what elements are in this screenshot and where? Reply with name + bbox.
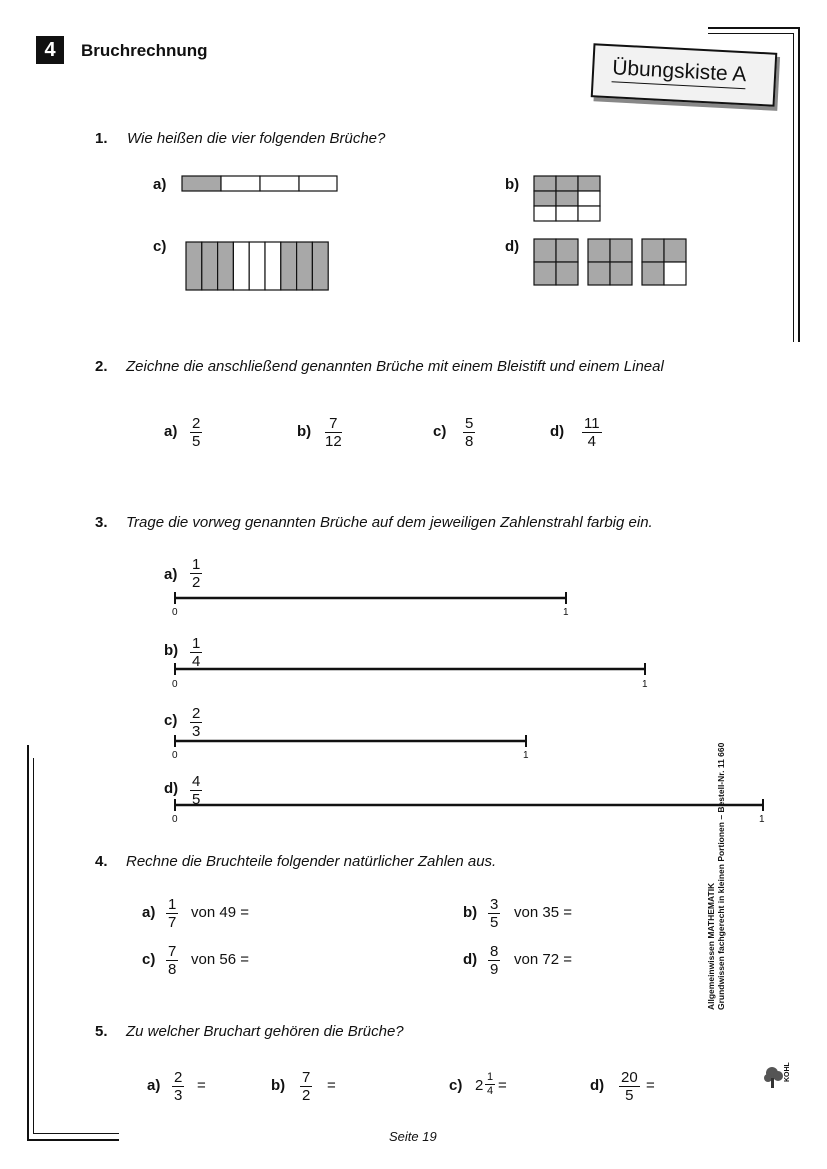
- fraction: $\frac{7}{8}$: [168, 943, 177, 978]
- task-number: 4.: [95, 853, 108, 870]
- stamp-label: Übungskiste A: [612, 56, 747, 89]
- item-label: d): [505, 238, 520, 255]
- item-text: =: [327, 1077, 336, 1094]
- task-number: 1.: [95, 130, 108, 147]
- item-text: von 56 =: [191, 951, 249, 968]
- item-text: =: [646, 1077, 655, 1094]
- fraction: $\frac{2}{5}$: [192, 415, 201, 450]
- publisher-name: KOHL: [784, 1062, 791, 1082]
- fraction-bar-a: [181, 175, 339, 193]
- item-label: b): [505, 176, 520, 193]
- item-label: d): [590, 1077, 605, 1094]
- side-line-2: Grundwissen fachgerecht in kleinen Portionen – Bestell-Nr. 11 660: [716, 742, 726, 1010]
- item-text: von 35 =: [514, 904, 572, 921]
- item-label: c): [433, 423, 447, 440]
- frame-left-line: [27, 745, 29, 1140]
- fraction: $\frac{7}{2}$: [302, 1069, 311, 1104]
- number-line-d: [172, 797, 772, 813]
- item-label: c): [142, 951, 156, 968]
- task-number: 3.: [95, 514, 108, 531]
- fraction: $\frac{4}{5}$: [192, 773, 201, 808]
- frame-bottom-line: [27, 1139, 119, 1141]
- frame-left-line-inner: [33, 758, 34, 1134]
- item-label: b): [297, 423, 312, 440]
- chapter-number: 4: [36, 36, 64, 64]
- task-text: Trage die vorweg genannten Brüche auf dem jeweiligen Zahlenstrahl farbig ein.: [126, 514, 653, 531]
- frame-bottom-line-inner: [33, 1133, 119, 1134]
- side-publisher-info: [706, 690, 734, 1010]
- tick-label-end: 1: [642, 679, 648, 690]
- fraction: $\frac{2}{3}$: [174, 1069, 183, 1104]
- item-label: b): [164, 642, 179, 659]
- fraction-squares-d: [533, 238, 689, 288]
- frame-right-line-inner: [793, 33, 794, 342]
- item-text: =: [498, 1077, 507, 1094]
- number-line-b: [172, 661, 652, 677]
- mixed-whole: 2: [475, 1077, 484, 1094]
- frame-top-line-inner: [708, 33, 794, 34]
- item-label: b): [271, 1077, 286, 1094]
- task-number: 2.: [95, 358, 108, 375]
- page-number: Seite 19: [389, 1129, 437, 1144]
- fraction: $\frac{20}{5}$: [621, 1069, 638, 1104]
- task-text: Wie heißen die vier folgenden Brüche?: [127, 130, 386, 147]
- item-label: a): [142, 904, 156, 921]
- tick-label-start: 0: [172, 679, 178, 690]
- item-label: d): [164, 780, 179, 797]
- fraction: $\frac{1}{4}$: [487, 1071, 494, 1097]
- item-label: c): [164, 712, 178, 729]
- item-text: von 49 =: [191, 904, 249, 921]
- item-label: b): [463, 904, 478, 921]
- fraction: $\frac{3}{5}$: [490, 896, 499, 931]
- item-label: d): [550, 423, 565, 440]
- task-text: Zeichne die anschließend genannten Brüche mit einem Bleistift und einem Lineal: [126, 358, 664, 375]
- number-line-a: [172, 590, 572, 606]
- task-text: Rechne die Bruchteile folgender natürlicher Zahlen aus.: [126, 853, 497, 870]
- task-number: 5.: [95, 1023, 108, 1040]
- tick-label-end: 1: [563, 607, 569, 618]
- fraction: $\frac{7}{12}$: [325, 415, 342, 450]
- fraction: $\frac{8}{9}$: [490, 943, 499, 978]
- stamp-badge: [591, 43, 778, 107]
- item-text: =: [197, 1077, 206, 1094]
- item-label: d): [463, 951, 478, 968]
- page-title: Bruchrechnung: [81, 41, 208, 60]
- fraction: $\frac{11}{4}$: [584, 415, 600, 450]
- fraction-strips-c: [185, 241, 330, 292]
- item-label: a): [164, 423, 178, 440]
- tick-label-end: 1: [523, 750, 529, 761]
- fraction: $\frac{2}{3}$: [192, 705, 201, 740]
- task-text: Zu welcher Bruchart gehören die Brüche?: [126, 1023, 404, 1040]
- item-label: c): [153, 238, 167, 255]
- fraction: $\frac{1}{7}$: [168, 896, 177, 931]
- fraction-grid-b: [533, 175, 602, 223]
- item-label: a): [153, 176, 167, 193]
- item-text: von 72 =: [514, 951, 572, 968]
- fraction: $\frac{1}{4}$: [192, 635, 201, 670]
- tick-label-start: 0: [172, 814, 178, 825]
- side-line-1: Allgemeinwissen MATHEMATIK: [706, 882, 716, 1010]
- item-label: c): [449, 1077, 463, 1094]
- fraction: $\frac{1}{2}$: [192, 556, 201, 591]
- fraction: $\frac{5}{8}$: [465, 415, 474, 450]
- item-label: a): [147, 1077, 161, 1094]
- tick-label-start: 0: [172, 750, 178, 761]
- frame-right-line: [798, 27, 800, 342]
- item-label: a): [164, 566, 178, 583]
- number-line-c: [172, 733, 532, 749]
- tick-label-start: 0: [172, 607, 178, 618]
- frame-top-line: [708, 27, 800, 29]
- tick-label-end: 1: [759, 814, 765, 825]
